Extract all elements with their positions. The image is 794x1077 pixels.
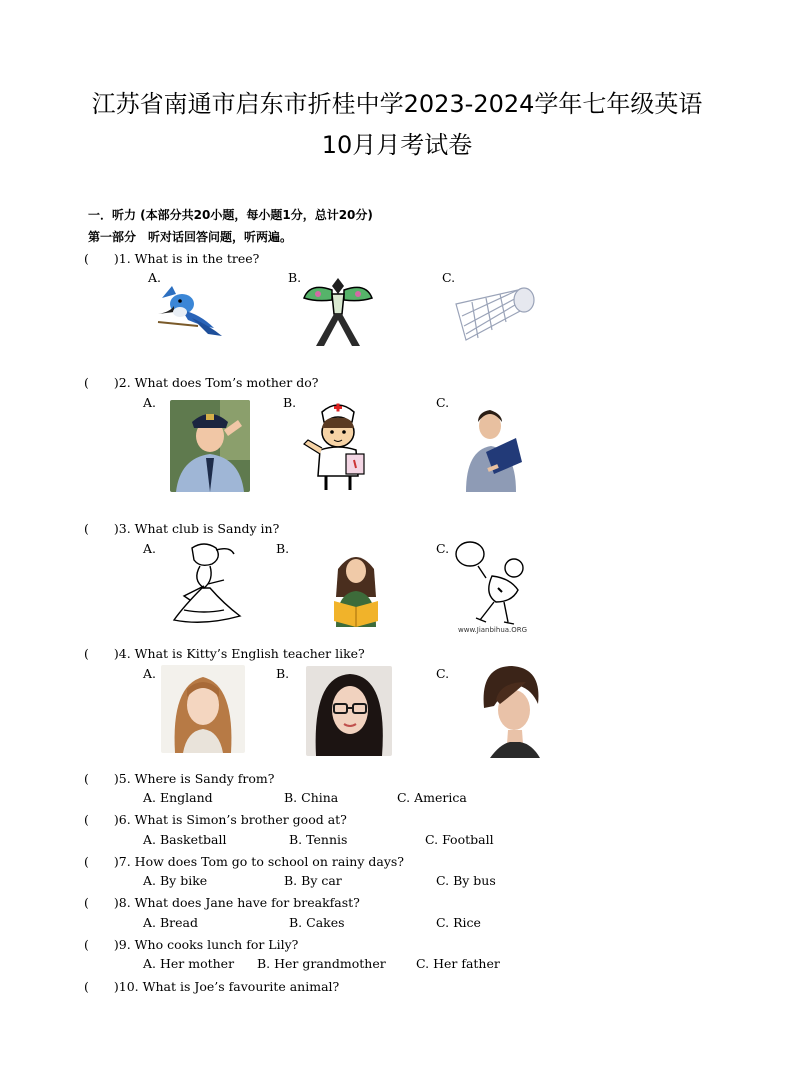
option-b-label: B.	[288, 270, 302, 285]
question-text: 2. What does Tom’s mother do?	[118, 375, 319, 390]
answer-bracket: ( )	[84, 937, 119, 952]
option-a-label: A.	[143, 395, 157, 410]
question-text: 7. How does Tom go to school on rainy days?	[118, 854, 405, 869]
option-c-label: C.	[436, 666, 450, 681]
option-a-label: A.	[148, 270, 162, 285]
question-text: 9. Who cooks lunch for Lily?	[118, 937, 299, 952]
answer-bracket: ( )	[84, 521, 119, 536]
answer-bracket: ( )	[84, 646, 119, 661]
option-b: B. China	[284, 790, 339, 805]
reading-girl-photo	[328, 545, 384, 627]
question-4	[84, 644, 365, 662]
question-text: 3. What club is Sandy in?	[118, 521, 280, 536]
question-text: 4. What is Kitty’s English teacher like?	[118, 646, 365, 661]
option-b-label: B.	[276, 541, 290, 556]
question-9	[84, 935, 298, 953]
option-b-label: B.	[283, 395, 297, 410]
option-b: B. By car	[284, 873, 342, 888]
option-c-label: C.	[436, 395, 450, 410]
question-7	[84, 852, 404, 870]
option-b: B. Her grandmother	[257, 956, 386, 971]
question-text: 1. What is in the tree?	[118, 251, 260, 266]
option-a-label: A.	[143, 666, 157, 681]
question-2	[84, 373, 318, 391]
question-6	[84, 810, 347, 828]
section-heading: 一．听力 (本部分共20小题，每小题1分，总计20分)	[88, 208, 373, 222]
long-hair-woman-photo	[161, 665, 245, 753]
answer-bracket: ( )	[84, 375, 119, 390]
option-a: A. By bike	[143, 873, 208, 888]
question-1	[84, 249, 259, 267]
policewoman-photo	[170, 400, 250, 492]
option-a: A. Her mother	[143, 956, 235, 971]
option-a: A. Basketball	[143, 832, 227, 847]
question-text: 6. What is Simon’s brother good at?	[118, 812, 347, 827]
option-b-label: B.	[276, 666, 290, 681]
office-woman-photo	[458, 400, 524, 492]
answer-bracket: ( )	[84, 251, 119, 266]
swallow-kite-icon	[302, 272, 374, 348]
image-watermark: www.Jianbihua.ORG	[458, 626, 528, 634]
option-c: C. Rice	[436, 915, 481, 930]
document-title-line2: 10月月考试卷	[321, 131, 473, 159]
question-text: 10. What is Joe’s favourite animal?	[118, 979, 340, 994]
answer-bracket: ( )	[84, 979, 119, 994]
answer-bracket: ( )	[84, 895, 119, 910]
answer-bracket: ( )	[84, 812, 119, 827]
option-a-label: A.	[143, 541, 157, 556]
part-instruction: 第一部分 听对话回答问题，听两遍。	[88, 230, 293, 244]
option-c: C. Her father	[416, 956, 500, 971]
question-5	[84, 769, 274, 787]
option-b: B. Tennis	[289, 832, 348, 847]
nurse-cartoon-icon	[298, 398, 378, 494]
option-c: C. By bus	[436, 873, 496, 888]
basketball-player-sketch-icon	[452, 538, 536, 634]
short-hair-woman-photo	[470, 660, 550, 758]
question-text: 5. Where is Sandy from?	[118, 771, 275, 786]
question-text: 8. What does Jane have for breakfast?	[118, 895, 360, 910]
option-c-label: C.	[436, 541, 450, 556]
blue-jay-bird-icon	[152, 282, 226, 340]
option-a: A. Bread	[143, 915, 198, 930]
option-c: C. Football	[425, 832, 494, 847]
option-c: C. America	[397, 790, 467, 805]
answer-bracket: ( )	[84, 854, 119, 869]
option-b: B. Cakes	[289, 915, 345, 930]
answer-bracket: ( )	[84, 771, 119, 786]
question-3	[84, 519, 279, 537]
glasses-woman-photo	[306, 666, 392, 756]
shuttlecock-icon	[452, 280, 536, 352]
question-8	[84, 893, 360, 911]
question-10	[84, 977, 339, 995]
dancing-girl-sketch-icon	[164, 540, 244, 626]
option-c-label: C.	[442, 270, 456, 285]
document-title-line1: 江苏省南通市启东市折桂中学2023-2024学年七年级英语	[91, 90, 703, 118]
option-a: A. England	[143, 790, 213, 805]
